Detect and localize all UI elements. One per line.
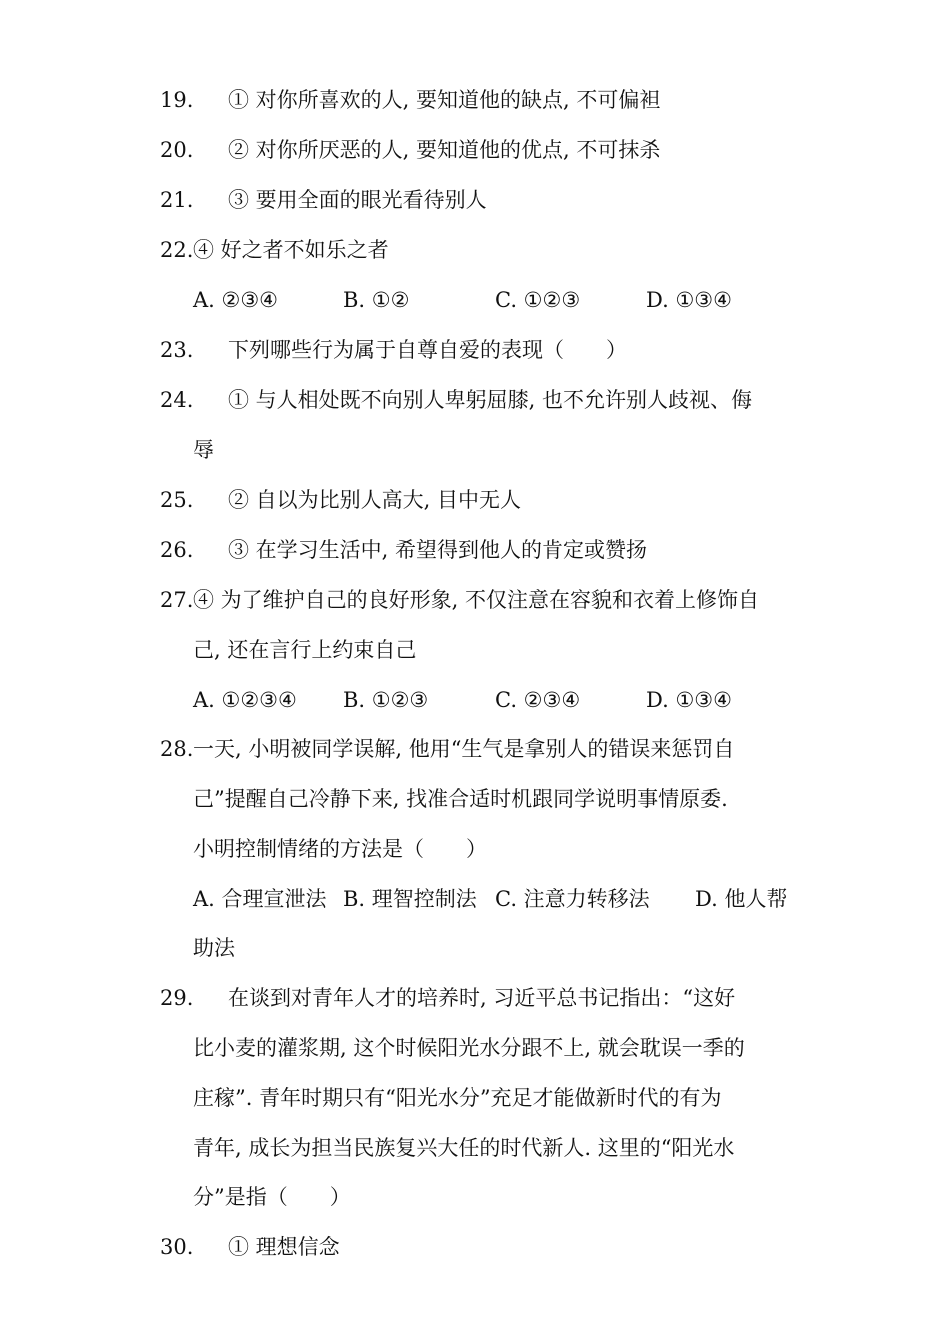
option-d: D. ①③④: [646, 288, 732, 312]
question-text-continued: 小明控制情绪的方法是（ ）: [193, 837, 487, 861]
question-text-continued: 庄稼”. 青年时期只有“阳光水分”充足才能做新时代的有为: [193, 1086, 722, 1110]
question-number: 26.: [160, 538, 194, 562]
question-number: 23.: [160, 338, 194, 362]
question-number: 21.: [160, 188, 194, 212]
question-text-continued: 己, 还在言行上约束自己: [193, 638, 417, 662]
option-a: A. ②③④: [193, 288, 278, 312]
question-text-continued: 己”提醒自己冷静下来, 找准合适时机跟同学说明事情原委.: [193, 787, 728, 811]
option-d: D. 他人帮: [695, 887, 788, 911]
option-a: A. 合理宣泄法: [193, 887, 327, 911]
option-b: B. ①②: [343, 288, 410, 312]
question-number: 29.: [160, 986, 194, 1010]
question-number: 19.: [160, 88, 194, 112]
question-number: 20.: [160, 138, 194, 162]
question-text: ② 自以为比别人高大, 目中无人: [228, 488, 522, 512]
question-number: 25.: [160, 488, 194, 512]
question-text: ③ 在学习生活中, 希望得到他人的肯定或赞扬: [228, 538, 648, 562]
option-d: D. ①③④: [646, 688, 732, 712]
question-text: ① 理想信念: [228, 1235, 340, 1259]
option-c: C. ①②③: [495, 288, 581, 312]
option-text-continued: 助法: [193, 936, 235, 960]
question-text: 下列哪些行为属于自尊自爱的表现（ ）: [228, 338, 627, 362]
option-a: A. ①②③④: [193, 688, 297, 712]
option-b: B. 理智控制法: [343, 887, 477, 911]
question-number: 24.: [160, 388, 194, 412]
question-text-continued: 分”是指（ ）: [193, 1185, 351, 1209]
option-c: C. 注意力转移法: [495, 887, 650, 911]
option-c: C. ②③④: [495, 688, 581, 712]
question-text-continued: 辱: [193, 438, 214, 462]
question-text: 在谈到对青年人才的培养时, 习近平总书记指出：“这好: [228, 986, 736, 1010]
question-text: ① 与人相处既不向别人卑躬屈膝, 也不允许别人歧视、侮: [228, 388, 753, 412]
question-text: ③ 要用全面的眼光看待别人: [228, 188, 487, 212]
question-number: 27.: [160, 588, 194, 612]
question-text: ④ 好之者不如乐之者: [193, 238, 389, 262]
question-text-continued: 青年, 成长为担当民族复兴大任的时代新人. 这里的“阳光水: [193, 1136, 735, 1160]
question-text: ① 对你所喜欢的人, 要知道他的缺点, 不可偏袒: [228, 88, 661, 112]
question-text-continued: 比小麦的灌浆期, 这个时候阳光水分跟不上, 就会耽误一季的: [193, 1036, 745, 1060]
question-number: 30.: [160, 1235, 194, 1259]
question-number: 22.: [160, 238, 194, 262]
question-text: ④ 为了维护自己的良好形象, 不仅注意在容貌和衣着上修饰自: [193, 588, 760, 612]
question-number: 28.: [160, 737, 194, 761]
question-text: 一天, 小明被同学误解, 他用“生气是拿别人的错误来惩罚自: [193, 737, 735, 761]
option-b: B. ①②③: [343, 688, 429, 712]
question-text: ② 对你所厌恶的人, 要知道他的优点, 不可抹杀: [228, 138, 661, 162]
